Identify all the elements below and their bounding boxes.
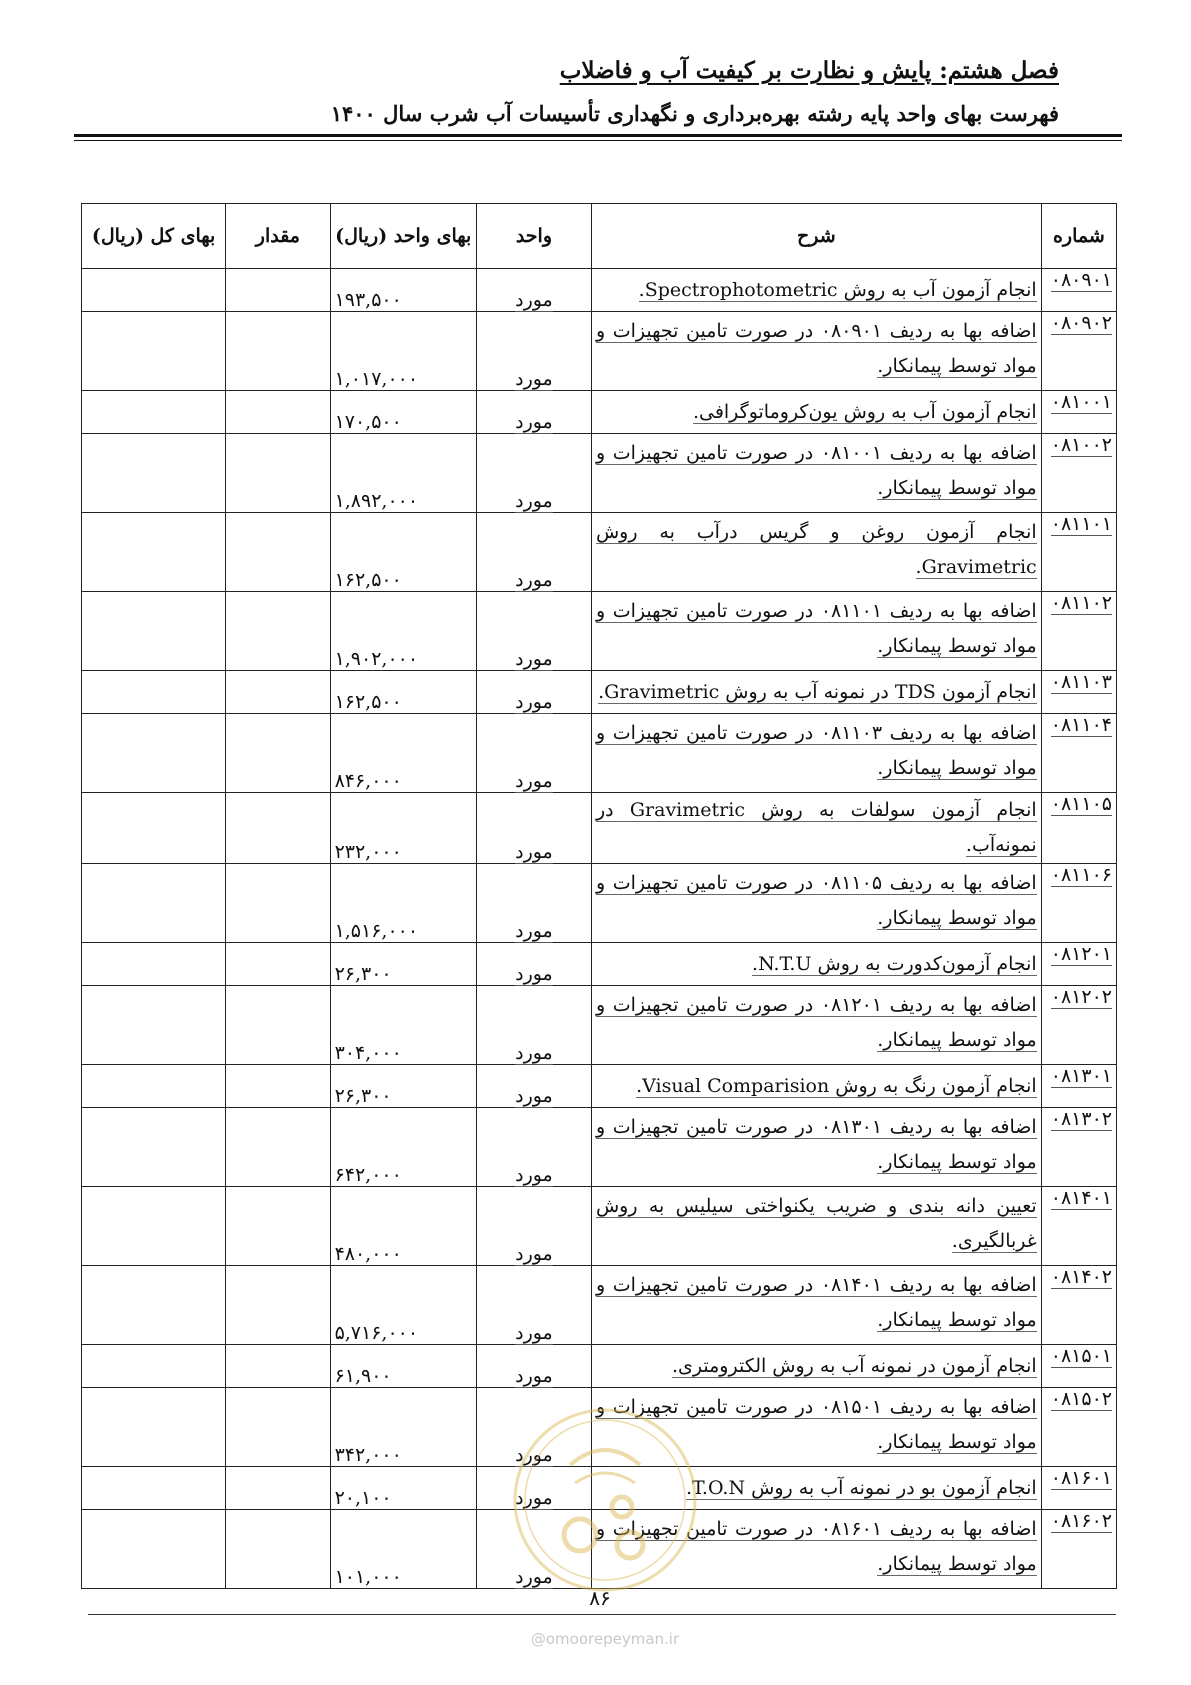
row-quantity <box>226 714 330 793</box>
row-quantity <box>226 671 330 714</box>
row-description <box>591 513 1041 592</box>
row-unit <box>476 943 591 986</box>
price-table <box>81 203 1117 1589</box>
row-unit <box>476 1266 591 1345</box>
row-description-text: انجام آزمون TDS در نمونه آب به روش Gravimetric. <box>598 680 1037 703</box>
row-description-text: اضافه بها به ردیف ۰۸۱۱۰۵ در صورت تامین تجهیزات و مواد توسط پیمانکار. <box>595 872 1037 929</box>
row-number <box>1041 864 1116 943</box>
row-unit-price: ۱۹۳,۵۰۰ <box>330 269 476 312</box>
table-row <box>82 513 1117 592</box>
row-unit-price: ۱۶۲,۵۰۰ <box>330 513 476 592</box>
row-unit-text: مورد <box>515 1444 553 1466</box>
row-quantity <box>226 269 330 312</box>
row-quantity <box>226 434 330 513</box>
row-unit-text: مورد <box>515 368 553 390</box>
price-list-title: فهرست بهای واحد پایه رشته بهره‌برداری و نگهداری تأسیسات آب شرب سال ۱۴۰۰ <box>330 101 1059 126</box>
row-unit-price: ۲۳۲,۰۰۰ <box>330 793 476 864</box>
row-description <box>591 943 1041 986</box>
row-total-price <box>82 714 226 793</box>
row-unit <box>476 1065 591 1108</box>
table-header-row <box>82 204 1117 269</box>
row-description <box>591 269 1041 312</box>
row-unit-price: ۶۴۲,۰۰۰ <box>330 1108 476 1187</box>
row-unit <box>476 986 591 1065</box>
table-row <box>82 1108 1117 1187</box>
row-unit-price: ۴۸۰,۰۰۰ <box>330 1187 476 1266</box>
row-number <box>1041 312 1116 391</box>
row-unit-price: ۱۰۱,۰۰۰ <box>330 1510 476 1589</box>
table-row <box>82 269 1117 312</box>
row-number-text: ۰۸۱۲۰۱ <box>1050 943 1112 965</box>
row-unit <box>476 1108 591 1187</box>
row-unit-text: مورد <box>515 770 553 792</box>
table-row <box>82 391 1117 434</box>
header-number: شماره <box>1041 204 1116 269</box>
row-number-text: ۰۸۱۶۰۲ <box>1050 1510 1112 1532</box>
page-header <box>79 56 1059 128</box>
row-description-text: انجام آزمون‌کدورت به روش N.T.U. <box>752 952 1037 975</box>
page-number: ۸۶ <box>589 1586 611 1610</box>
row-total-price <box>82 1510 226 1589</box>
row-unit-text: مورد <box>515 411 553 433</box>
table-row <box>82 312 1117 391</box>
row-description <box>591 1108 1041 1187</box>
row-unit-text: مورد <box>515 841 553 863</box>
row-description <box>591 1266 1041 1345</box>
row-number <box>1041 1187 1116 1266</box>
row-description <box>591 312 1041 391</box>
row-description <box>591 793 1041 864</box>
header-rule-thick <box>74 134 1122 137</box>
row-number-text: ۰۸۱۱۰۶ <box>1050 864 1112 886</box>
table-row <box>82 671 1117 714</box>
row-number-text: ۰۸۰۹۰۲ <box>1050 312 1112 334</box>
row-description <box>591 1065 1041 1108</box>
row-unit-text: مورد <box>515 1085 553 1107</box>
row-quantity <box>226 1187 330 1266</box>
row-number <box>1041 434 1116 513</box>
row-unit-price: ۵,۷۱۶,۰۰۰ <box>330 1266 476 1345</box>
row-description-text: انجام آزمون بو در نمونه آب به روش T.O.N. <box>686 1476 1037 1499</box>
row-number-text: ۰۸۰۹۰۱ <box>1050 269 1112 291</box>
row-description-text: اضافه بها به ردیف ۰۸۱۶۰۱ در صورت تامین تجهیزات و مواد توسط پیمانکار. <box>595 1518 1037 1575</box>
row-number-text: ۰۸۱۱۰۲ <box>1050 592 1112 614</box>
row-unit-price: ۱,۸۹۲,۰۰۰ <box>330 434 476 513</box>
row-number <box>1041 1065 1116 1108</box>
row-description-text: اضافه بها به ردیف ۰۸۱۱۰۳ در صورت تامین تجهیزات و مواد توسط پیمانکار. <box>595 722 1037 779</box>
row-quantity <box>226 1388 330 1467</box>
table-row <box>82 1187 1117 1266</box>
row-unit-price: ۱۶۲,۵۰۰ <box>330 671 476 714</box>
header-unit-price: بهای واحد (ریال) <box>330 204 476 269</box>
watermark-handle: @omoorepeyman.ir <box>530 1630 680 1648</box>
table-row <box>82 943 1117 986</box>
header-unit: واحد <box>476 204 591 269</box>
row-unit-price: ۱,۵۱۶,۰۰۰ <box>330 864 476 943</box>
row-description-text: انجام آزمون رنگ به روش Visual Comparision. <box>636 1074 1037 1097</box>
row-number <box>1041 1266 1116 1345</box>
row-number-text: ۰۸۱۳۰۲ <box>1050 1108 1112 1130</box>
row-number <box>1041 986 1116 1065</box>
row-unit-price: ۱,۰۱۷,۰۰۰ <box>330 312 476 391</box>
header-rule-thin <box>74 140 1122 141</box>
row-unit-text: مورد <box>515 1365 553 1387</box>
row-total-price <box>82 513 226 592</box>
row-unit-price: ۱,۹۰۲,۰۰۰ <box>330 592 476 671</box>
table-row <box>82 793 1117 864</box>
row-unit <box>476 793 591 864</box>
row-quantity <box>226 1108 330 1187</box>
row-unit-price: ۱۷۰,۵۰۰ <box>330 391 476 434</box>
row-unit-price: ۲۰,۱۰۰ <box>330 1467 476 1510</box>
chapter-title: فصل هشتم: پایش و نظارت بر کیفیت آب و فاضلاب <box>559 57 1059 84</box>
row-unit-text: مورد <box>515 289 553 311</box>
row-description-text: اضافه بها به ردیف ۰۸۰۹۰۱ در صورت تامین تجهیزات و مواد توسط پیمانکار. <box>595 320 1037 377</box>
publisher-seal-icon <box>510 1405 700 1595</box>
header-description: شرح <box>591 204 1041 269</box>
row-total-price <box>82 864 226 943</box>
row-number <box>1041 269 1116 312</box>
row-unit-price: ۲۶,۳۰۰ <box>330 1065 476 1108</box>
row-quantity <box>226 986 330 1065</box>
row-unit <box>476 671 591 714</box>
row-total-price <box>82 943 226 986</box>
header-quantity: مقدار <box>226 204 330 269</box>
table-row <box>82 434 1117 513</box>
row-description <box>591 434 1041 513</box>
row-number-text: ۰۸۱۴۰۲ <box>1050 1266 1112 1288</box>
row-total-price <box>82 592 226 671</box>
table-body <box>82 269 1117 1589</box>
row-description-text: اضافه بها به ردیف ۰۸۱۱۰۱ در صورت تامین تجهیزات و مواد توسط پیمانکار. <box>595 600 1037 657</box>
row-description-text: تعیین دانه بندی و ضریب یکنواختی سیلیس به روش غربالگیری. <box>595 1195 1037 1252</box>
row-number-text: ۰۸۱۰۰۲ <box>1050 434 1112 456</box>
row-unit-text: مورد <box>515 1164 553 1186</box>
row-unit-text: مورد <box>515 1322 553 1344</box>
row-total-price <box>82 671 226 714</box>
row-unit <box>476 391 591 434</box>
row-number-text: ۰۸۱۰۰۱ <box>1050 391 1112 413</box>
row-number <box>1041 592 1116 671</box>
row-description-text: انجام آزمون سولفات به روش Gravimetric در نمونه‌آب. <box>595 799 1037 856</box>
row-unit <box>476 1345 591 1388</box>
row-total-price <box>82 1345 226 1388</box>
row-description-text: انجام آزمون در نمونه آب به روش الکترومتری. <box>672 1354 1037 1377</box>
row-description-text: انجام آزمون روغن و گریس درآب به روش Gravimetric. <box>595 521 1037 578</box>
row-quantity <box>226 1467 330 1510</box>
row-unit-text: مورد <box>515 691 553 713</box>
row-number-text: ۰۸۱۵۰۱ <box>1050 1345 1112 1367</box>
row-number-text: ۰۸۱۵۰۲ <box>1050 1388 1112 1410</box>
row-quantity <box>226 864 330 943</box>
table-row <box>82 714 1117 793</box>
row-total-price <box>82 1266 226 1345</box>
row-description <box>591 391 1041 434</box>
row-total-price <box>82 1065 226 1108</box>
footer-rule <box>88 1614 1116 1615</box>
table-row <box>82 592 1117 671</box>
row-number <box>1041 513 1116 592</box>
row-total-price <box>82 1108 226 1187</box>
row-unit-price: ۳۰۴,۰۰۰ <box>330 986 476 1065</box>
row-unit <box>476 592 591 671</box>
row-unit <box>476 434 591 513</box>
row-unit-text: مورد <box>515 648 553 670</box>
row-total-price <box>82 1187 226 1266</box>
row-number-text: ۰۸۱۱۰۱ <box>1050 513 1112 535</box>
table-row <box>82 986 1117 1065</box>
row-quantity <box>226 1065 330 1108</box>
row-description-text: اضافه بها به ردیف ۰۸۱۳۰۱ در صورت تامین تجهیزات و مواد توسط پیمانکار. <box>595 1116 1037 1173</box>
row-total-price <box>82 986 226 1065</box>
row-number <box>1041 1345 1116 1388</box>
row-number <box>1041 943 1116 986</box>
row-unit-price: ۳۴۲,۰۰۰ <box>330 1388 476 1467</box>
row-unit <box>476 714 591 793</box>
row-number <box>1041 1467 1116 1510</box>
row-total-price <box>82 312 226 391</box>
row-total-price <box>82 1467 226 1510</box>
row-description <box>591 1187 1041 1266</box>
row-number <box>1041 391 1116 434</box>
row-description-text: اضافه بها به ردیف ۰۸۱۵۰۱ در صورت تامین تجهیزات و مواد توسط پیمانکار. <box>595 1396 1037 1453</box>
row-quantity <box>226 1345 330 1388</box>
row-description <box>591 986 1041 1065</box>
row-quantity <box>226 312 330 391</box>
row-unit-text: مورد <box>515 1243 553 1265</box>
table-row <box>82 864 1117 943</box>
row-number-text: ۰۸۱۱۰۴ <box>1050 714 1112 736</box>
table-row <box>82 1266 1117 1345</box>
row-total-price <box>82 434 226 513</box>
row-unit-price: ۲۶,۳۰۰ <box>330 943 476 986</box>
row-unit-price: ۶۱,۹۰۰ <box>330 1345 476 1388</box>
row-quantity <box>226 1266 330 1345</box>
row-unit <box>476 269 591 312</box>
row-total-price <box>82 391 226 434</box>
row-description-text: اضافه بها به ردیف ۰۸۱۴۰۱ در صورت تامین تجهیزات و مواد توسط پیمانکار. <box>595 1274 1037 1331</box>
row-number <box>1041 793 1116 864</box>
row-number <box>1041 1510 1116 1589</box>
row-number <box>1041 1388 1116 1467</box>
row-unit-text: مورد <box>515 490 553 512</box>
table-row <box>82 1065 1117 1108</box>
row-number-text: ۰۸۱۳۰۱ <box>1050 1065 1112 1087</box>
row-number-text: ۰۸۱۲۰۲ <box>1050 986 1112 1008</box>
row-unit-text: مورد <box>515 963 553 985</box>
row-unit <box>476 513 591 592</box>
row-number-text: ۰۸۱۶۰۱ <box>1050 1467 1112 1489</box>
row-unit-text: مورد <box>515 1487 553 1509</box>
row-unit-price: ۸۴۶,۰۰۰ <box>330 714 476 793</box>
row-quantity <box>226 592 330 671</box>
row-description-text: انجام آزمون آب به روش یون‌کروماتوگرافی. <box>692 400 1037 423</box>
row-description-text: اضافه بها به ردیف ۰۸۱۰۰۱ در صورت تامین تجهیزات و مواد توسط پیمانکار. <box>595 442 1037 499</box>
row-number-text: ۰۸۱۴۰۱ <box>1050 1187 1112 1209</box>
row-total-price <box>82 269 226 312</box>
row-description-text: انجام آزمون آب به روش Spectrophotometric. <box>638 278 1037 301</box>
header-total-price: بهای کل (ریال) <box>82 204 226 269</box>
row-number <box>1041 671 1116 714</box>
row-unit-text: مورد <box>515 569 553 591</box>
row-quantity <box>226 513 330 592</box>
row-number <box>1041 714 1116 793</box>
row-unit <box>476 864 591 943</box>
row-unit-text: مورد <box>515 1042 553 1064</box>
row-description <box>591 671 1041 714</box>
row-description <box>591 714 1041 793</box>
row-total-price <box>82 793 226 864</box>
row-quantity <box>226 943 330 986</box>
row-description <box>591 1345 1041 1388</box>
row-description-text: اضافه بها به ردیف ۰۸۱۲۰۱ در صورت تامین تجهیزات و مواد توسط پیمانکار. <box>595 994 1037 1051</box>
row-quantity <box>226 391 330 434</box>
row-unit <box>476 1187 591 1266</box>
row-unit-text: مورد <box>515 1566 553 1588</box>
row-number <box>1041 1108 1116 1187</box>
row-number-text: ۰۸۱۱۰۵ <box>1050 793 1112 815</box>
row-quantity <box>226 1510 330 1589</box>
row-number-text: ۰۸۱۱۰۳ <box>1050 671 1112 693</box>
table-row <box>82 1345 1117 1388</box>
row-description <box>591 864 1041 943</box>
row-unit <box>476 312 591 391</box>
row-description <box>591 592 1041 671</box>
row-quantity <box>226 793 330 864</box>
row-total-price <box>82 1388 226 1467</box>
row-unit-text: مورد <box>515 920 553 942</box>
